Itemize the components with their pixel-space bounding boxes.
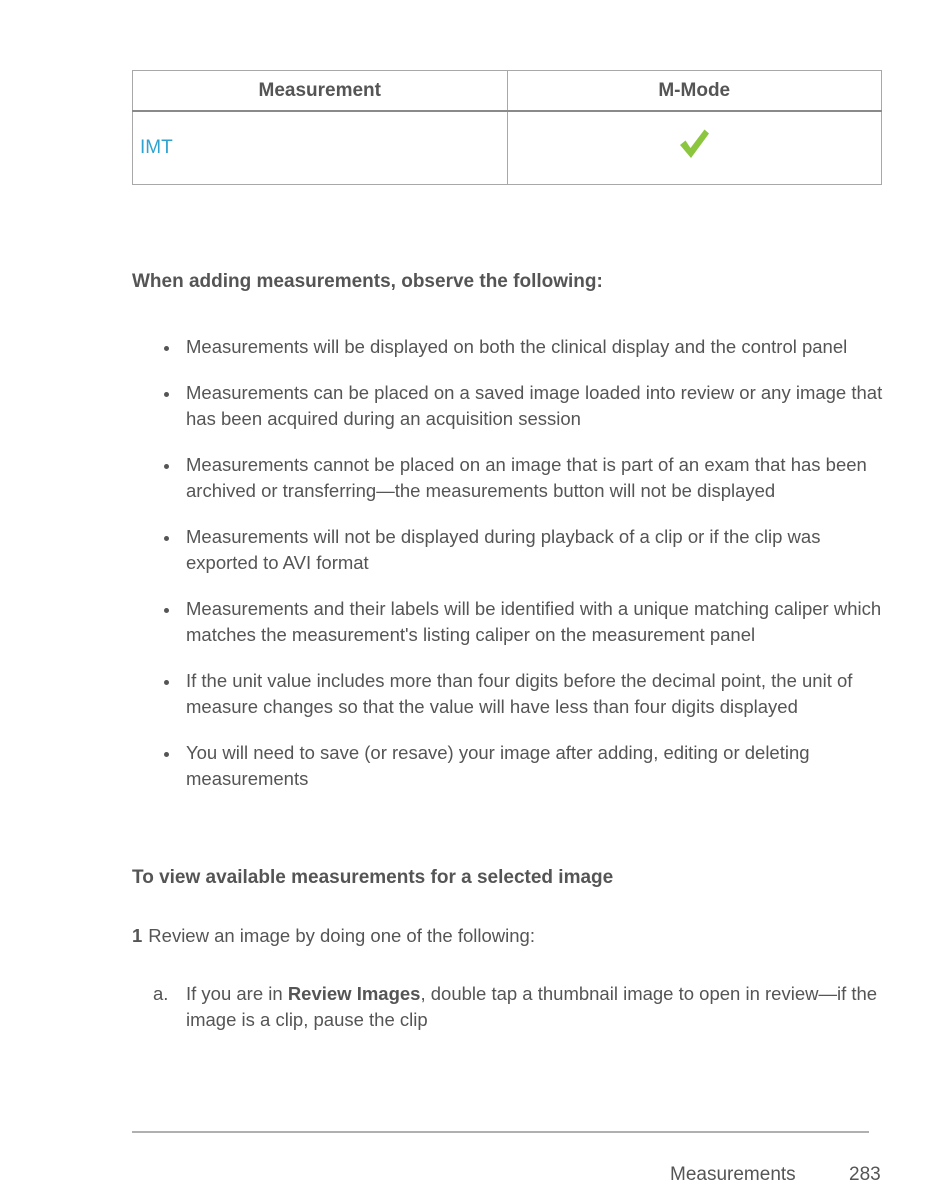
bullet-dot-icon <box>164 392 169 397</box>
table-row <box>133 111 882 185</box>
step-number: 1 <box>132 925 143 946</box>
list-item <box>158 334 888 360</box>
bullet-dot-icon <box>164 346 169 351</box>
substep-text <box>153 981 893 1033</box>
column-header-m-mode: M-Mode <box>507 71 882 112</box>
list-item <box>158 596 888 648</box>
list-item-text: Measurements will be displayed on both the clinical display and the control panel <box>186 336 848 357</box>
bullet-dot-icon <box>164 680 169 685</box>
list-item <box>158 668 888 720</box>
list-item-text: If the unit value includes more than four digits before the decimal point, the unit of measure changes so that the value will have less than four digits displayed <box>186 670 853 717</box>
bullet-dot-icon <box>164 536 169 541</box>
list-item-text: Measurements and their labels will be identified with a unique matching caliper which matches the measurement's listing caliper on the measurement panel <box>186 598 882 645</box>
list-item-text: You will need to save (or resave) your image after adding, editing or deleting measurements <box>186 742 810 789</box>
step-text: Review an image by doing one of the following: <box>148 925 535 946</box>
list-item <box>158 524 888 576</box>
footer-section-title: Measurements <box>670 1164 796 1185</box>
checkmark-icon <box>677 127 711 161</box>
page-number: 283 <box>849 1164 881 1185</box>
list-item <box>158 740 888 792</box>
list-item <box>158 380 888 432</box>
review-images-term: Review Images <box>287 983 421 1004</box>
section-heading-adding-measurements: When adding measurements, observe the following: <box>132 271 603 292</box>
observation-bullet-list <box>158 334 888 812</box>
procedure-step-1 <box>132 925 535 947</box>
list-item-text: Measurements can be placed on a saved image loaded into review or any image that has been acquired during an acquisition session <box>186 382 883 429</box>
procedure-substep-a <box>153 981 893 1033</box>
m-mode-cell <box>507 111 882 185</box>
bullet-dot-icon <box>164 752 169 757</box>
list-item-text: Measurements cannot be placed on an image that is part of an exam that has been archived or transferring—the measurements button will not be displayed <box>186 454 867 501</box>
list-item-text: Measurements will not be displayed during playback of a clip or if the clip was exported to AVI format <box>186 526 821 573</box>
bullet-dot-icon <box>164 464 169 469</box>
section-heading-view-measurements: To view available measurements for a selected image <box>132 867 614 888</box>
column-header-measurement: Measurement <box>133 71 508 112</box>
list-item <box>158 452 888 504</box>
measurement-link-imt[interactable]: IMT <box>133 111 508 185</box>
substep-letter: a. <box>153 983 169 1004</box>
table-header-row <box>133 71 882 112</box>
footer-divider <box>132 1131 869 1133</box>
measurement-mode-table <box>132 70 882 185</box>
substep-text-prefix: If you are in <box>186 983 288 1004</box>
substep-text-suffix: , double tap a thumbnail image to open in review—if the image is a clip, pause the clip <box>186 983 878 1030</box>
bullet-dot-icon <box>164 608 169 613</box>
